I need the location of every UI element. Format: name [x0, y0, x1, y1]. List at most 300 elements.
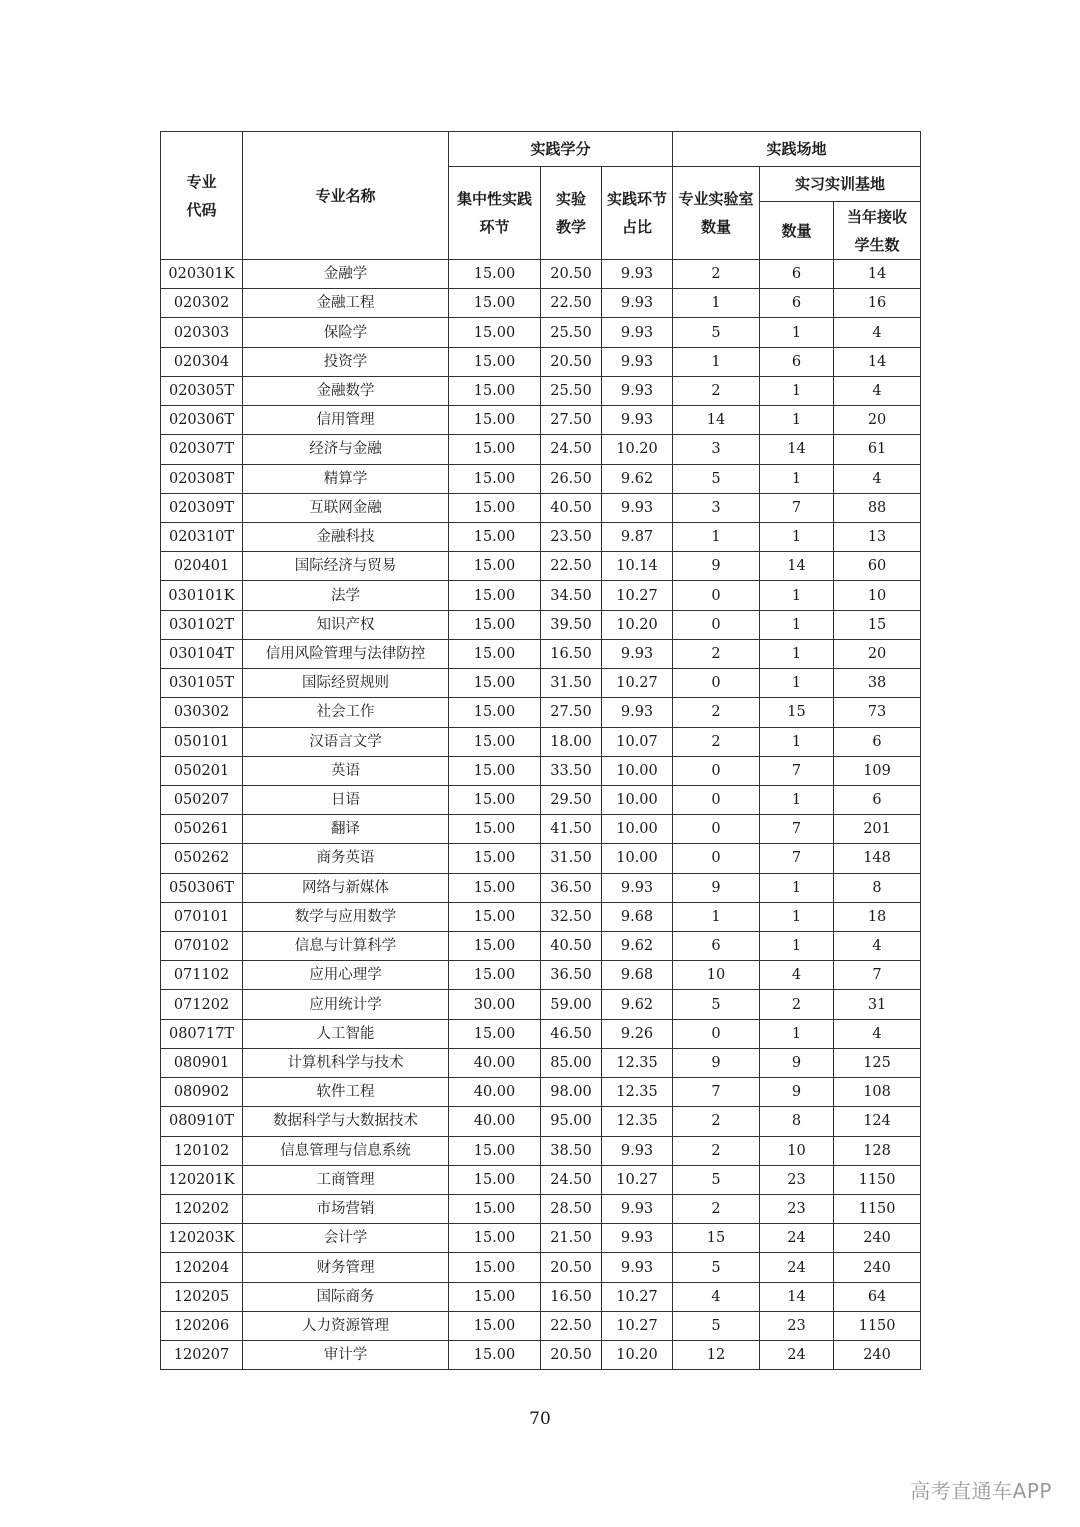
- cell-ratio: 9.62: [602, 932, 673, 961]
- cell-code: 020401: [161, 552, 243, 581]
- cell-lab-count: 2: [673, 698, 760, 727]
- table-row: [161, 815, 921, 844]
- cell-lab-count: 5: [673, 1311, 760, 1340]
- table-row: [161, 961, 921, 990]
- table-row: [161, 1048, 921, 1077]
- header-code: 专业 代码: [161, 132, 243, 260]
- header-lab-count: 专业实验室 数量: [673, 167, 760, 260]
- page-number: 70: [529, 1409, 551, 1429]
- cell-students: 64: [834, 1282, 921, 1311]
- cell-code: 030101K: [161, 581, 243, 610]
- cell-code: 020308T: [161, 464, 243, 493]
- cell-base-count: 7: [760, 815, 834, 844]
- cell-ratio: 10.07: [602, 727, 673, 756]
- cell-lab-count: 10: [673, 961, 760, 990]
- cell-concentrated: 15.00: [449, 289, 541, 318]
- cell-students: 240: [834, 1253, 921, 1282]
- cell-lab-count: 15: [673, 1224, 760, 1253]
- cell-code: 050201: [161, 756, 243, 785]
- cell-students: 6: [834, 727, 921, 756]
- cell-name: 国际商务: [243, 1282, 449, 1311]
- cell-concentrated: 15.00: [449, 932, 541, 961]
- table-row: [161, 1107, 921, 1136]
- table-row: [161, 1195, 921, 1224]
- cell-experiment: 95.00: [541, 1107, 602, 1136]
- cell-ratio: 9.93: [602, 639, 673, 668]
- cell-concentrated: 15.00: [449, 1282, 541, 1311]
- cell-name: 投资学: [243, 347, 449, 376]
- cell-ratio: 10.20: [602, 610, 673, 639]
- cell-ratio: 10.20: [602, 1341, 673, 1370]
- cell-name: 精算学: [243, 464, 449, 493]
- cell-base-count: 6: [760, 260, 834, 289]
- cell-base-count: 1: [760, 376, 834, 405]
- cell-name: 信息与计算科学: [243, 932, 449, 961]
- table-row: [161, 1341, 921, 1370]
- cell-experiment: 31.50: [541, 844, 602, 873]
- cell-ratio: 12.35: [602, 1048, 673, 1077]
- cell-code: 120205: [161, 1282, 243, 1311]
- cell-code: 020305T: [161, 376, 243, 405]
- cell-name: 翻译: [243, 815, 449, 844]
- cell-experiment: 39.50: [541, 610, 602, 639]
- cell-concentrated: 15.00: [449, 815, 541, 844]
- cell-lab-count: 1: [673, 347, 760, 376]
- cell-code: 080910T: [161, 1107, 243, 1136]
- cell-base-count: 24: [760, 1253, 834, 1282]
- cell-base-count: 7: [760, 493, 834, 522]
- cell-ratio: 12.35: [602, 1078, 673, 1107]
- cell-base-count: 14: [760, 435, 834, 464]
- cell-ratio: 9.26: [602, 1019, 673, 1048]
- cell-code: 020306T: [161, 406, 243, 435]
- cell-ratio: 9.93: [602, 698, 673, 727]
- cell-base-count: 23: [760, 1195, 834, 1224]
- cell-name: 计算机科学与技术: [243, 1048, 449, 1077]
- cell-experiment: 27.50: [541, 406, 602, 435]
- cell-code: 020309T: [161, 493, 243, 522]
- cell-lab-count: 6: [673, 932, 760, 961]
- cell-experiment: 23.50: [541, 522, 602, 551]
- cell-base-count: 1: [760, 932, 834, 961]
- cell-ratio: 9.93: [602, 347, 673, 376]
- table-row: [161, 669, 921, 698]
- table-body: [161, 260, 921, 1370]
- cell-lab-count: 1: [673, 289, 760, 318]
- cell-name: 日语: [243, 785, 449, 814]
- cell-concentrated: 15.00: [449, 1253, 541, 1282]
- cell-concentrated: 15.00: [449, 1195, 541, 1224]
- cell-concentrated: 15.00: [449, 1341, 541, 1370]
- practice-table: [160, 131, 921, 1370]
- cell-code: 120102: [161, 1136, 243, 1165]
- cell-name: 应用统计学: [243, 990, 449, 1019]
- header-experiment: 实验 教学: [541, 167, 602, 260]
- cell-students: 240: [834, 1341, 921, 1370]
- cell-name: 英语: [243, 756, 449, 785]
- cell-students: 4: [834, 932, 921, 961]
- cell-code: 050306T: [161, 873, 243, 902]
- cell-base-count: 1: [760, 464, 834, 493]
- cell-lab-count: 3: [673, 435, 760, 464]
- cell-name: 国际经济与贸易: [243, 552, 449, 581]
- cell-lab-count: 0: [673, 610, 760, 639]
- cell-base-count: 14: [760, 1282, 834, 1311]
- cell-lab-count: 3: [673, 493, 760, 522]
- cell-students: 4: [834, 318, 921, 347]
- cell-lab-count: 9: [673, 552, 760, 581]
- cell-base-count: 9: [760, 1078, 834, 1107]
- cell-experiment: 36.50: [541, 961, 602, 990]
- cell-concentrated: 40.00: [449, 1107, 541, 1136]
- cell-ratio: 10.27: [602, 1165, 673, 1194]
- cell-students: 201: [834, 815, 921, 844]
- cell-experiment: 21.50: [541, 1224, 602, 1253]
- cell-students: 8: [834, 873, 921, 902]
- table-row: [161, 698, 921, 727]
- cell-code: 080717T: [161, 1019, 243, 1048]
- cell-students: 73: [834, 698, 921, 727]
- cell-concentrated: 15.00: [449, 1311, 541, 1340]
- cell-experiment: 25.50: [541, 318, 602, 347]
- cell-code: 030302: [161, 698, 243, 727]
- cell-students: 20: [834, 406, 921, 435]
- cell-code: 050101: [161, 727, 243, 756]
- cell-name: 信用风险管理与法律防控: [243, 639, 449, 668]
- table-row: [161, 435, 921, 464]
- cell-ratio: 9.93: [602, 376, 673, 405]
- table-row: [161, 1136, 921, 1165]
- cell-students: 148: [834, 844, 921, 873]
- cell-concentrated: 15.00: [449, 727, 541, 756]
- cell-ratio: 9.93: [602, 873, 673, 902]
- cell-lab-count: 0: [673, 785, 760, 814]
- cell-ratio: 10.00: [602, 815, 673, 844]
- cell-code: 071102: [161, 961, 243, 990]
- cell-base-count: 1: [760, 581, 834, 610]
- cell-ratio: 9.93: [602, 1136, 673, 1165]
- header-practice-credits: 实践学分: [449, 132, 673, 167]
- cell-base-count: 9: [760, 1048, 834, 1077]
- cell-code: 120202: [161, 1195, 243, 1224]
- cell-lab-count: 0: [673, 1019, 760, 1048]
- cell-concentrated: 15.00: [449, 552, 541, 581]
- header-training-base: 实习实训基地: [760, 167, 921, 202]
- cell-students: 88: [834, 493, 921, 522]
- cell-code: 020301K: [161, 260, 243, 289]
- cell-concentrated: 15.00: [449, 902, 541, 931]
- table-row: [161, 318, 921, 347]
- cell-lab-count: 2: [673, 639, 760, 668]
- table-row: [161, 376, 921, 405]
- table-row: [161, 639, 921, 668]
- cell-experiment: 28.50: [541, 1195, 602, 1224]
- cell-students: 1150: [834, 1165, 921, 1194]
- cell-code: 020304: [161, 347, 243, 376]
- cell-code: 020303: [161, 318, 243, 347]
- cell-code: 050261: [161, 815, 243, 844]
- table-row: [161, 1078, 921, 1107]
- cell-students: 108: [834, 1078, 921, 1107]
- watermark: 高考直通车APP: [910, 1479, 1052, 1503]
- cell-concentrated: 15.00: [449, 406, 541, 435]
- cell-experiment: 16.50: [541, 1282, 602, 1311]
- cell-base-count: 1: [760, 522, 834, 551]
- cell-experiment: 22.50: [541, 552, 602, 581]
- cell-experiment: 36.50: [541, 873, 602, 902]
- cell-students: 16: [834, 289, 921, 318]
- cell-concentrated: 15.00: [449, 347, 541, 376]
- cell-base-count: 7: [760, 844, 834, 873]
- cell-experiment: 29.50: [541, 785, 602, 814]
- cell-lab-count: 9: [673, 1048, 760, 1077]
- cell-lab-count: 0: [673, 581, 760, 610]
- cell-concentrated: 15.00: [449, 1019, 541, 1048]
- cell-lab-count: 2: [673, 260, 760, 289]
- cell-lab-count: 1: [673, 522, 760, 551]
- cell-students: 109: [834, 756, 921, 785]
- cell-lab-count: 0: [673, 669, 760, 698]
- cell-code: 080901: [161, 1048, 243, 1077]
- cell-concentrated: 15.00: [449, 376, 541, 405]
- table-row: [161, 844, 921, 873]
- cell-ratio: 9.93: [602, 289, 673, 318]
- table-row: [161, 493, 921, 522]
- table-row: [161, 873, 921, 902]
- cell-concentrated: 40.00: [449, 1078, 541, 1107]
- cell-name: 网络与新媒体: [243, 873, 449, 902]
- cell-lab-count: 2: [673, 1107, 760, 1136]
- cell-name: 审计学: [243, 1341, 449, 1370]
- cell-name: 社会工作: [243, 698, 449, 727]
- cell-lab-count: 0: [673, 815, 760, 844]
- cell-ratio: 10.20: [602, 435, 673, 464]
- cell-lab-count: 14: [673, 406, 760, 435]
- cell-lab-count: 5: [673, 318, 760, 347]
- cell-code: 020302: [161, 289, 243, 318]
- table-row: [161, 1165, 921, 1194]
- cell-base-count: 1: [760, 610, 834, 639]
- cell-base-count: 4: [760, 961, 834, 990]
- cell-experiment: 27.50: [541, 698, 602, 727]
- cell-base-count: 1: [760, 669, 834, 698]
- cell-concentrated: 40.00: [449, 1048, 541, 1077]
- cell-ratio: 9.93: [602, 493, 673, 522]
- cell-concentrated: 15.00: [449, 1224, 541, 1253]
- cell-base-count: 24: [760, 1224, 834, 1253]
- cell-ratio: 9.68: [602, 961, 673, 990]
- cell-students: 4: [834, 376, 921, 405]
- cell-lab-count: 2: [673, 1195, 760, 1224]
- cell-ratio: 9.87: [602, 522, 673, 551]
- cell-ratio: 10.14: [602, 552, 673, 581]
- cell-name: 法学: [243, 581, 449, 610]
- cell-code: 070102: [161, 932, 243, 961]
- cell-base-count: 1: [760, 785, 834, 814]
- cell-concentrated: 15.00: [449, 435, 541, 464]
- table-row: [161, 902, 921, 931]
- header-students: 当年接收 学生数: [834, 202, 921, 260]
- cell-name: 人力资源管理: [243, 1311, 449, 1340]
- cell-name: 金融工程: [243, 289, 449, 318]
- table-row: [161, 289, 921, 318]
- table-row: [161, 990, 921, 1019]
- cell-base-count: 1: [760, 727, 834, 756]
- cell-name: 软件工程: [243, 1078, 449, 1107]
- cell-lab-count: 1: [673, 902, 760, 931]
- cell-experiment: 22.50: [541, 289, 602, 318]
- cell-students: 20: [834, 639, 921, 668]
- cell-code: 030104T: [161, 639, 243, 668]
- cell-concentrated: 15.00: [449, 581, 541, 610]
- cell-lab-count: 2: [673, 727, 760, 756]
- cell-name: 市场营销: [243, 1195, 449, 1224]
- cell-concentrated: 15.00: [449, 785, 541, 814]
- cell-name: 保险学: [243, 318, 449, 347]
- table-row: [161, 260, 921, 289]
- cell-lab-count: 0: [673, 844, 760, 873]
- cell-ratio: 9.93: [602, 1195, 673, 1224]
- table-row: [161, 756, 921, 785]
- cell-lab-count: 9: [673, 873, 760, 902]
- cell-concentrated: 15.00: [449, 639, 541, 668]
- cell-base-count: 1: [760, 318, 834, 347]
- table-row: [161, 464, 921, 493]
- table-row: [161, 610, 921, 639]
- cell-experiment: 85.00: [541, 1048, 602, 1077]
- table-row: [161, 406, 921, 435]
- cell-students: 7: [834, 961, 921, 990]
- cell-concentrated: 15.00: [449, 610, 541, 639]
- cell-ratio: 12.35: [602, 1107, 673, 1136]
- cell-ratio: 9.68: [602, 902, 673, 931]
- cell-base-count: 15: [760, 698, 834, 727]
- table-row: [161, 1253, 921, 1282]
- cell-experiment: 40.50: [541, 493, 602, 522]
- cell-code: 071202: [161, 990, 243, 1019]
- cell-base-count: 6: [760, 347, 834, 376]
- cell-experiment: 38.50: [541, 1136, 602, 1165]
- cell-students: 1150: [834, 1195, 921, 1224]
- cell-code: 020310T: [161, 522, 243, 551]
- cell-base-count: 14: [760, 552, 834, 581]
- cell-name: 金融学: [243, 260, 449, 289]
- cell-ratio: 9.93: [602, 1224, 673, 1253]
- table-row: [161, 522, 921, 551]
- cell-students: 15: [834, 610, 921, 639]
- cell-base-count: 1: [760, 873, 834, 902]
- cell-base-count: 1: [760, 639, 834, 668]
- cell-experiment: 98.00: [541, 1078, 602, 1107]
- cell-experiment: 46.50: [541, 1019, 602, 1048]
- cell-concentrated: 15.00: [449, 1165, 541, 1194]
- cell-concentrated: 15.00: [449, 522, 541, 551]
- cell-name: 财务管理: [243, 1253, 449, 1282]
- cell-name: 数学与应用数学: [243, 902, 449, 931]
- cell-experiment: 18.00: [541, 727, 602, 756]
- cell-ratio: 10.27: [602, 1282, 673, 1311]
- cell-lab-count: 4: [673, 1282, 760, 1311]
- cell-concentrated: 15.00: [449, 669, 541, 698]
- cell-experiment: 59.00: [541, 990, 602, 1019]
- cell-base-count: 10: [760, 1136, 834, 1165]
- cell-students: 13: [834, 522, 921, 551]
- cell-concentrated: 15.00: [449, 260, 541, 289]
- cell-lab-count: 7: [673, 1078, 760, 1107]
- cell-lab-count: 12: [673, 1341, 760, 1370]
- cell-concentrated: 15.00: [449, 698, 541, 727]
- cell-experiment: 22.50: [541, 1311, 602, 1340]
- cell-students: 124: [834, 1107, 921, 1136]
- cell-code: 050207: [161, 785, 243, 814]
- table-row: [161, 552, 921, 581]
- cell-experiment: 40.50: [541, 932, 602, 961]
- cell-experiment: 16.50: [541, 639, 602, 668]
- cell-students: 4: [834, 1019, 921, 1048]
- cell-concentrated: 15.00: [449, 756, 541, 785]
- cell-ratio: 9.93: [602, 318, 673, 347]
- table-row: [161, 1311, 921, 1340]
- cell-experiment: 24.50: [541, 1165, 602, 1194]
- table-row: [161, 1224, 921, 1253]
- cell-name: 会计学: [243, 1224, 449, 1253]
- cell-name: 国际经贸规则: [243, 669, 449, 698]
- cell-code: 120201K: [161, 1165, 243, 1194]
- cell-base-count: 1: [760, 1019, 834, 1048]
- cell-concentrated: 15.00: [449, 493, 541, 522]
- table-row: [161, 932, 921, 961]
- cell-experiment: 24.50: [541, 435, 602, 464]
- cell-name: 知识产权: [243, 610, 449, 639]
- cell-name: 金融数学: [243, 376, 449, 405]
- cell-lab-count: 2: [673, 376, 760, 405]
- cell-experiment: 20.50: [541, 1341, 602, 1370]
- cell-experiment: 20.50: [541, 347, 602, 376]
- cell-experiment: 41.50: [541, 815, 602, 844]
- cell-ratio: 10.00: [602, 756, 673, 785]
- cell-name: 数据科学与大数据技术: [243, 1107, 449, 1136]
- cell-students: 6: [834, 785, 921, 814]
- cell-base-count: 1: [760, 406, 834, 435]
- cell-ratio: 10.27: [602, 581, 673, 610]
- cell-code: 070101: [161, 902, 243, 931]
- cell-lab-count: 2: [673, 1136, 760, 1165]
- cell-students: 10: [834, 581, 921, 610]
- cell-experiment: 34.50: [541, 581, 602, 610]
- cell-experiment: 26.50: [541, 464, 602, 493]
- cell-lab-count: 5: [673, 990, 760, 1019]
- cell-ratio: 9.93: [602, 260, 673, 289]
- cell-base-count: 1: [760, 902, 834, 931]
- cell-code: 020307T: [161, 435, 243, 464]
- cell-ratio: 10.27: [602, 1311, 673, 1340]
- cell-students: 125: [834, 1048, 921, 1077]
- cell-students: 128: [834, 1136, 921, 1165]
- cell-students: 1150: [834, 1311, 921, 1340]
- cell-ratio: 9.93: [602, 1253, 673, 1282]
- cell-concentrated: 15.00: [449, 873, 541, 902]
- cell-ratio: 9.93: [602, 406, 673, 435]
- cell-lab-count: 5: [673, 464, 760, 493]
- cell-students: 61: [834, 435, 921, 464]
- cell-students: 14: [834, 260, 921, 289]
- cell-lab-count: 0: [673, 756, 760, 785]
- cell-base-count: 8: [760, 1107, 834, 1136]
- table-row: [161, 727, 921, 756]
- cell-base-count: 23: [760, 1165, 834, 1194]
- cell-name: 互联网金融: [243, 493, 449, 522]
- cell-students: 14: [834, 347, 921, 376]
